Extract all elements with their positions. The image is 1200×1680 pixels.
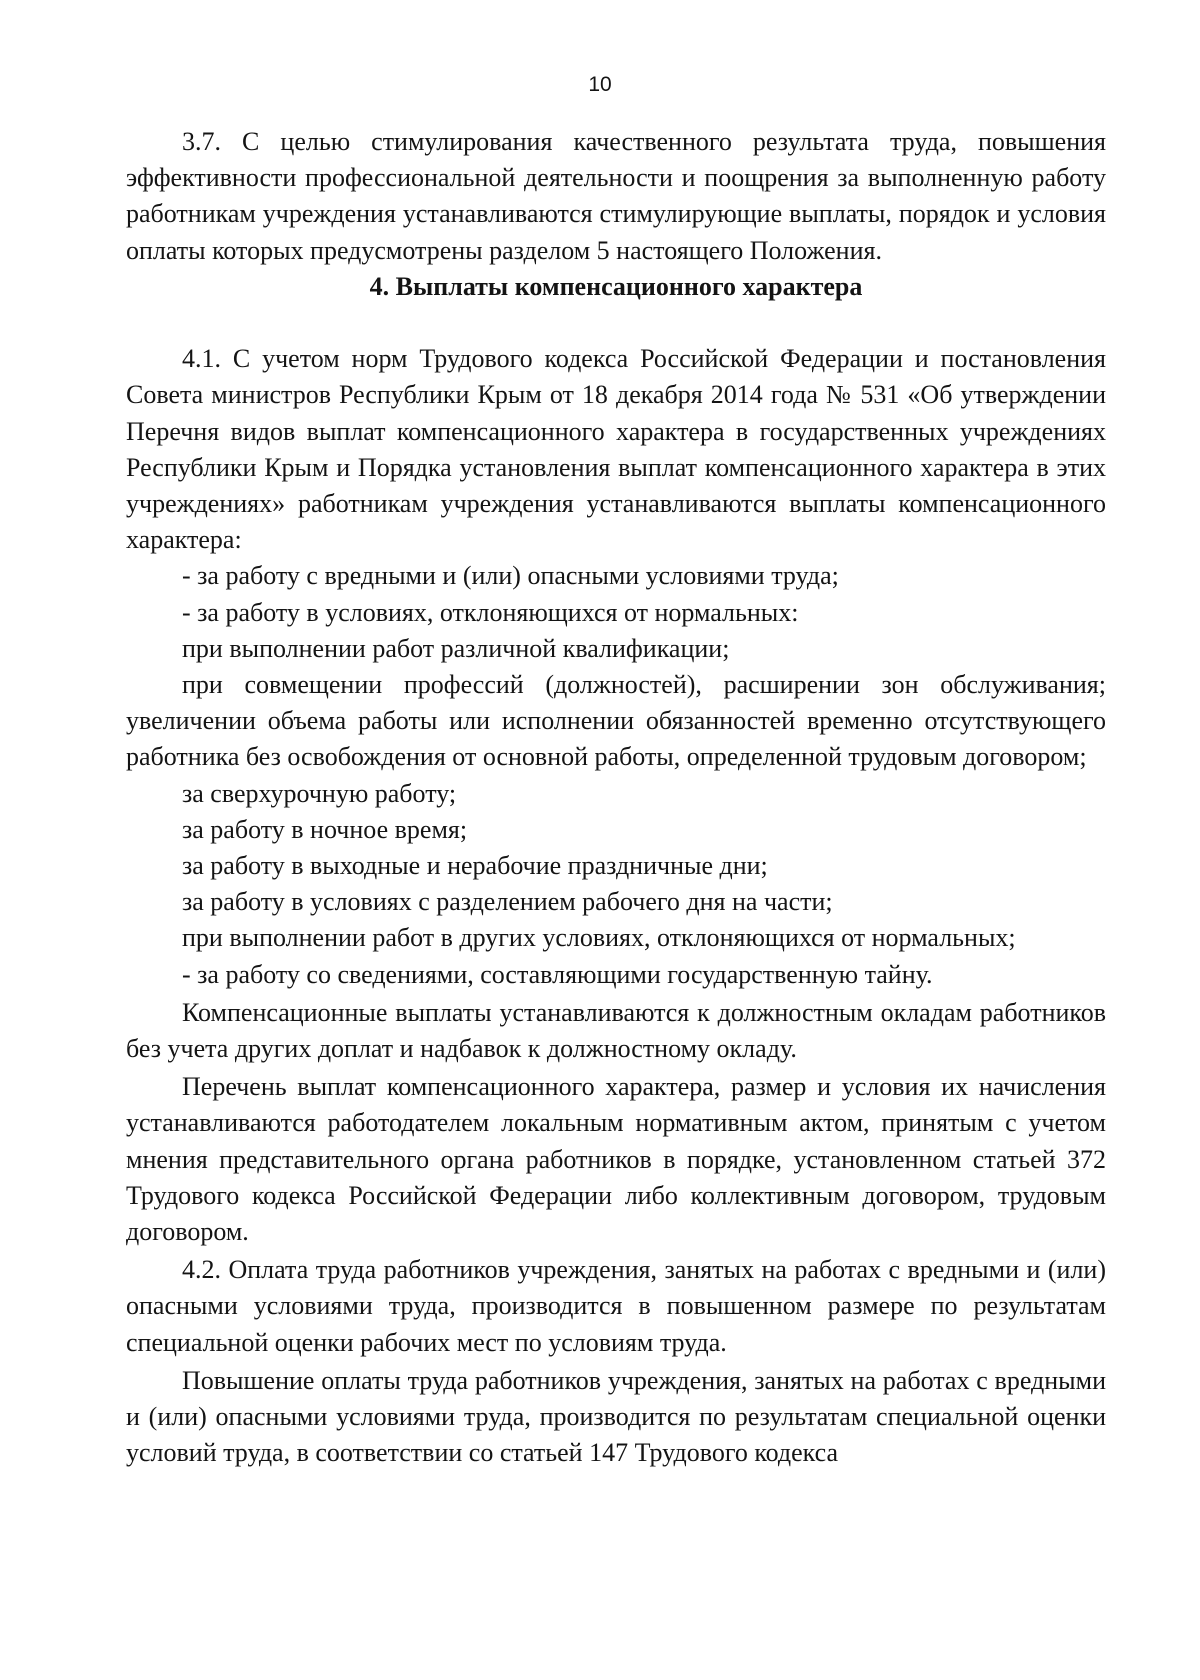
list-item-different-qualification: при выполнении работ различной квалификации; bbox=[182, 633, 730, 663]
list-item-other-conditions: при выполнении работ в других условиях, отклоняющихся от нормальных; bbox=[182, 923, 1016, 953]
section-4-heading: 4. Выплаты компенсационного характера bbox=[369, 271, 863, 301]
document-body bbox=[126, 124, 1106, 1472]
list-item-state-secret: - за работу со сведениями, составляющими государственную тайну. bbox=[182, 959, 933, 989]
list-item-night-work: за работу в ночное время; bbox=[182, 814, 468, 844]
list-item-harmful-conditions: - за работу с вредными и (или) опасными условиями труда; bbox=[182, 561, 839, 591]
list-item-combining-professions: при совмещении профессий (должностей), расширении зон обслуживания; увеличении объема работы или исполнении обязанностей временно отсутствующего работника без освобождения от основной работы, определенной трудовым договором; bbox=[126, 670, 1106, 772]
paragraph-3-7: 3.7. С целью стимулирования качественного результата труда, повышения эффективности профессиональной деятельности и поощрения за выполненную работу работникам учреждения устанавливаются стимулирующие выплаты, порядок и условия оплаты которых предусмотрены разделом 5 настоящего Положения. bbox=[126, 127, 1106, 265]
paragraph-4-2: 4.2. Оплата труда работников учреждения, занятых на работах с вредными и (или) опасными условиями труда, производится в повышенном размере по результатам специальной оценки рабочих мест по условиям труда. bbox=[126, 1255, 1106, 1357]
paragraph-compensation-list: Перечень выплат компенсационного характера, размер и условия их начисления устанавливаются работодателем локальным нормативным актом, принятым с учетом мнения представительного органа работников в порядке, установленном статьей 372 Трудового кодекса Российской Федерации либо коллективным договором, трудовым договором. bbox=[126, 1072, 1106, 1247]
list-item-overtime: за сверхурочную работу; bbox=[182, 778, 457, 808]
paragraph-compensation-base: Компенсационные выплаты устанавливаются к должностным окладам работников без учета других доплат и надбавок к должностному окладу. bbox=[126, 997, 1106, 1064]
paragraph-pay-increase: Повышение оплаты труда работников учреждения, занятых на работах с вредными и (или) опасными условиями труда, производится по результатам специальной оценки условий труда, в соответствии со статьей 147 Трудового кодекса bbox=[126, 1365, 1106, 1468]
list-item-deviating-conditions: - за работу в условиях, отклоняющихся от нормальных: bbox=[182, 597, 799, 627]
list-item-split-day: за работу в условиях с разделением рабочего дня на части; bbox=[182, 887, 833, 917]
list-item-holidays: за работу в выходные и нерабочие праздничные дни; bbox=[182, 851, 768, 881]
page-number: 10 bbox=[588, 73, 612, 96]
paragraph-4-1: 4.1. С учетом норм Трудового кодекса Российской Федерации и постановления Совета министров Республики Крым от 18 декабря 2014 года № 531 «Об утверждении Перечня видов выплат компенсационного характера в государственных учреждениях Республики Крым и Порядка установления выплат компенсационного характера в этих учреждениях» работникам учреждения устанавливаются выплаты компенсационного характера: bbox=[126, 344, 1106, 555]
